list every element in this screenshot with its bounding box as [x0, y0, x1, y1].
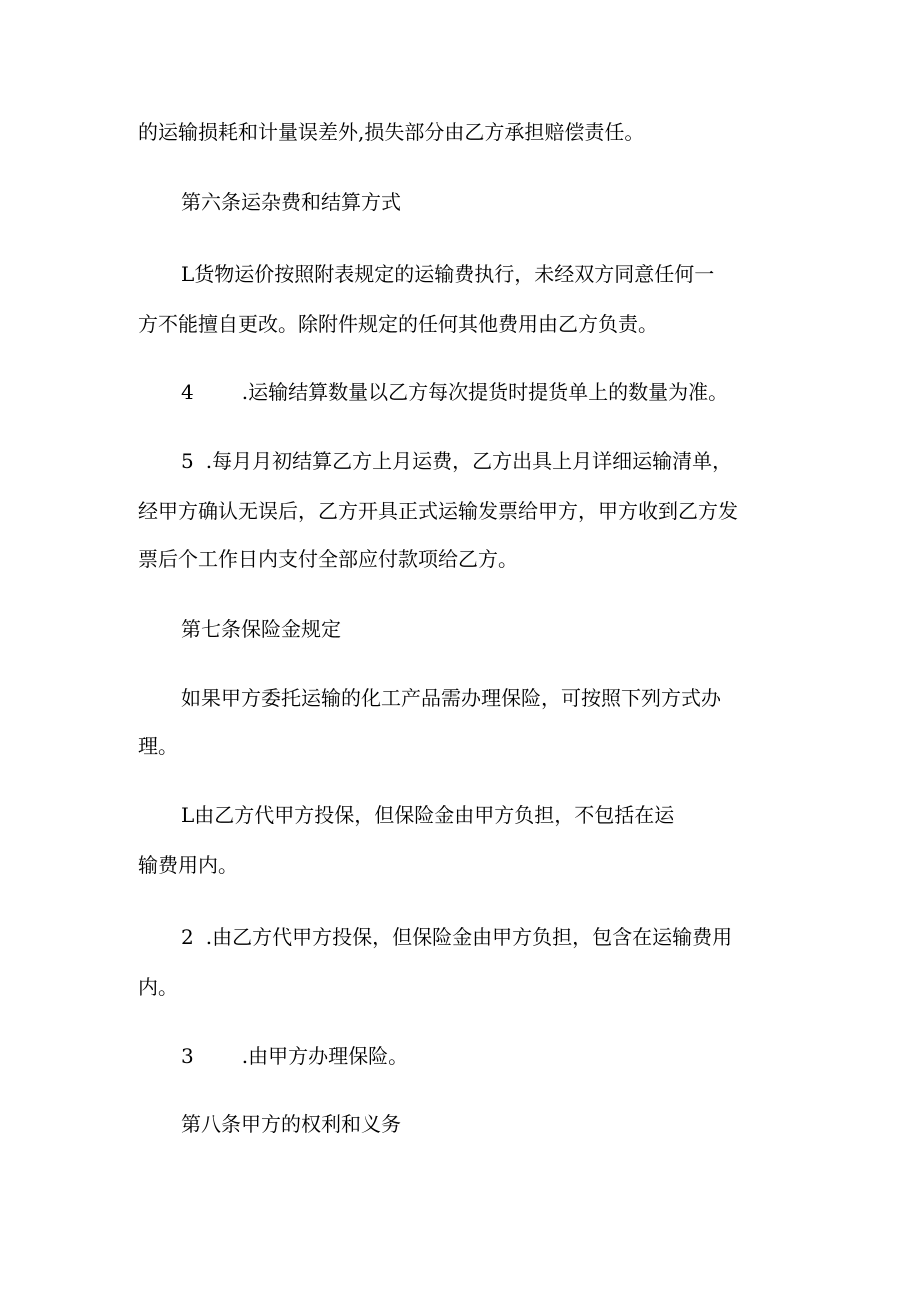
- numbered-item: [181, 1042, 408, 1070]
- text-line: 内。: [138, 975, 178, 999]
- item-number: 5: [181, 449, 194, 473]
- item-number: 2: [181, 925, 194, 949]
- item-text: .每月月初结算乙方上月运费，乙方出具上月详细运输清单，: [205, 449, 733, 473]
- item-number: 4: [181, 380, 194, 404]
- section-heading: 第七条保险金规定: [181, 617, 341, 641]
- text-line: 方不能擅自更改。除附件规定的任何其他费用由乙方负责。: [138, 312, 658, 336]
- item-text: .运输结算数量以乙方每次提货时提货单上的数量为准。: [241, 380, 729, 404]
- text-line: 输费用内。: [138, 853, 238, 877]
- item-text: .由甲方办理保险。: [241, 1044, 409, 1068]
- numbered-item: [181, 923, 732, 951]
- text-line: 经甲方确认无误后，乙方开具正式运输发票给甲方，甲方收到乙方发: [138, 499, 738, 523]
- item-text: .由乙方代甲方投保，但保险金由甲方负担，包含在运输费用: [205, 925, 733, 949]
- text-line: L货物运价按照附表规定的运输费执行，未经双方同意任何一: [181, 262, 715, 286]
- numbered-item: [181, 447, 732, 475]
- text-line: 如果甲方委托运输的化工产品需办理保险，可按照下列方式办: [181, 686, 721, 710]
- text-line: 票后个工作日内支付全部应付款项给乙方。: [138, 547, 518, 571]
- numbered-item: [181, 378, 728, 406]
- text-line: 理。: [138, 734, 178, 758]
- text-line: 的运输损耗和计量误差外,损失部分由乙方承担赔偿责任。: [138, 120, 645, 144]
- section-heading: 第六条运杂费和结算方式: [181, 190, 401, 214]
- text-line: L由乙方代甲方投保，但保险金由甲方负担，不包括在运: [181, 803, 675, 827]
- item-number: 3: [181, 1044, 194, 1068]
- section-heading: 第八条甲方的权利和义务: [181, 1112, 401, 1136]
